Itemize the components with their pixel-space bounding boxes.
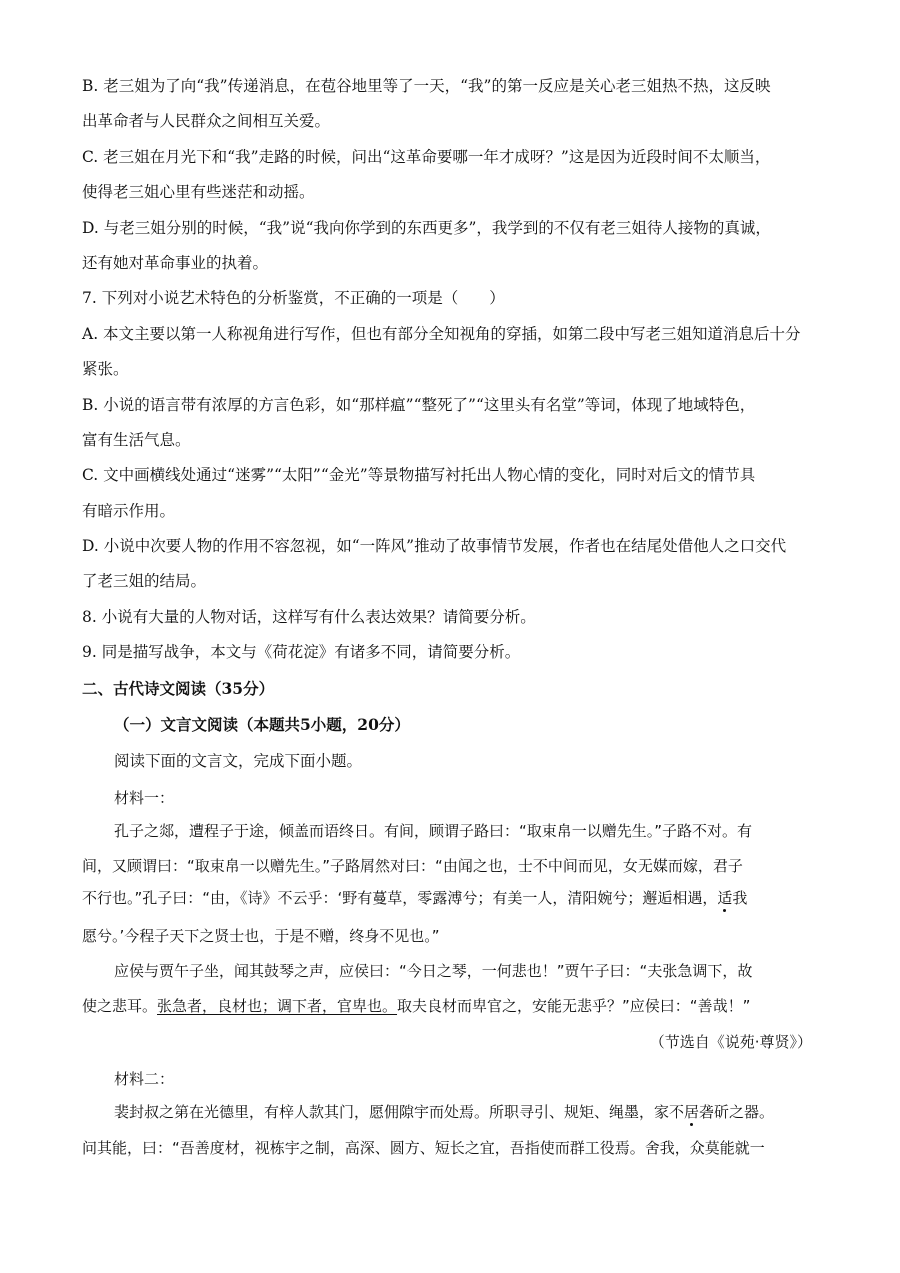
passage-text: 砻斫之器。 [699,1103,775,1121]
subsection-heading: （一）文言文阅读（本题共5小题，20分） [114,715,410,734]
q6-option-d-line1: D. 与老三姐分别的时候，“我”说“我向你学到的东西更多”，我学到的不仅有老三姐待人接物的真诚， [82,219,771,237]
q7-stem: 7. 下列对小说艺术特色的分析鉴赏，不正确的一项是（ ） [82,289,505,307]
passage-line: 愿兮。’今程子天下之贤士也，于是不赠，终身不见也。” [82,927,440,945]
passage-text: 取夫良材而卑官之，安能无悲乎？”应侯曰：“善哉！” [397,997,751,1015]
instruction-text: 阅读下面的文言文，完成下面小题。 [114,752,363,770]
material-two-label: 材料二： [114,1070,175,1088]
q6-option-b-line1: B. 老三姐为了向“我”传递消息，在苞谷地里等了一天，“我”的第一反应是关心老三姐热不热，这反映 [82,77,771,95]
passage-text: 使之悲耳。 [82,997,158,1015]
section-heading: 二、古代诗文阅读（35分） [82,679,275,698]
q7-option-b-line1: B. 小说的语言带有浓厚的方言色彩，如“那样瘟”“整死了”“这里头有名堂”等词，体现了地域特色， [82,396,756,414]
q7-option-a-line1: A. 本文主要以第一人称视角进行写作，但也有部分全知视角的穿插，如第二段中写老三姐知道消息后十分 [82,325,801,343]
passage-line: 间，又顾谓曰：“取束帛一以赠先生。”子路屑然对曰：“由闻之也，士不中间而见，女无媒而嫁，君子 [82,857,743,875]
dotted-character: 居 [684,1103,700,1121]
q7-option-d-line2: 了老三姐的结局。 [82,572,207,590]
question-9: 9. 同是描写战争，本文与《荷花淀》有诸多不同，请简要分析。 [82,643,521,661]
passage-text: 不行也。”孔子曰：“由，《诗》不云乎：‘野有蔓草，零露溥兮；有美一人，清阳婉兮；邂逅相遇， [82,889,718,907]
passage-line: 应侯与贾午子坐，闻其鼓琴之声，应侯曰：“今日之琴，一何悲也！”贾午子曰：“夫张急调下，故 [114,962,753,980]
passage-line: 孔子之郯，遭程子于途，倾盖而语终日。有间，顾谓子路曰：“取束帛一以赠先生。”子路不对。有 [114,822,753,840]
q6-option-c-line1: C. 老三姐在月光下和“我”走路的时候，问出“这革命要哪一年才成呀？”这是因为近段时间不太顺当， [82,148,771,166]
passage-text: 裴封叔之第在光德里，有梓人款其门，愿佣隙宇而处焉。所职寻引、规矩、绳墨，家不 [114,1103,685,1121]
q7-option-c-line1: C. 文中画横线处通过“迷雾”“太阳”“金光”等景物描写衬托出人物心情的变化，同时对后文的情节具 [82,466,756,484]
q6-option-d-line2: 还有她对革命事业的执着。 [82,254,269,272]
passage-line: 问其能，曰：“吾善度材，视栋宇之制，高深、圆方、短长之宜，吾指使而群工役焉。舍我，众莫能就一 [82,1139,765,1157]
dotted-character: 适 [717,889,733,907]
question-8: 8. 小说有大量的人物对话，这样写有什么表达效果？请简要分析。 [82,608,536,626]
q7-option-c-line2: 有暗示作用。 [82,502,176,520]
passage-line [82,887,747,909]
q7-option-d-line1: D. 小说中次要人物的作用不容忽视，如“一阵风”推动了故事情节发展，作者也在结尾处借他人之口交代 [82,537,787,555]
passage-line [114,1101,774,1123]
passage-line [82,995,750,1017]
q6-option-c-line2: 使得老三姐心里有些迷茫和动摇。 [82,183,315,201]
underlined-sentence: 张急者，良材也；调下者，官卑也。 [157,997,398,1015]
q7-option-b-line2: 富有生活气息。 [82,431,191,449]
q6-option-b-line2: 出革命者与人民群众之间相互关爱。 [82,112,331,130]
passage-text: 我 [732,889,748,907]
source-citation: （节选自《说苑·尊贤》） [649,1033,812,1051]
material-one-label: 材料一： [114,789,175,807]
q7-option-a-line2: 紧张。 [82,360,129,378]
